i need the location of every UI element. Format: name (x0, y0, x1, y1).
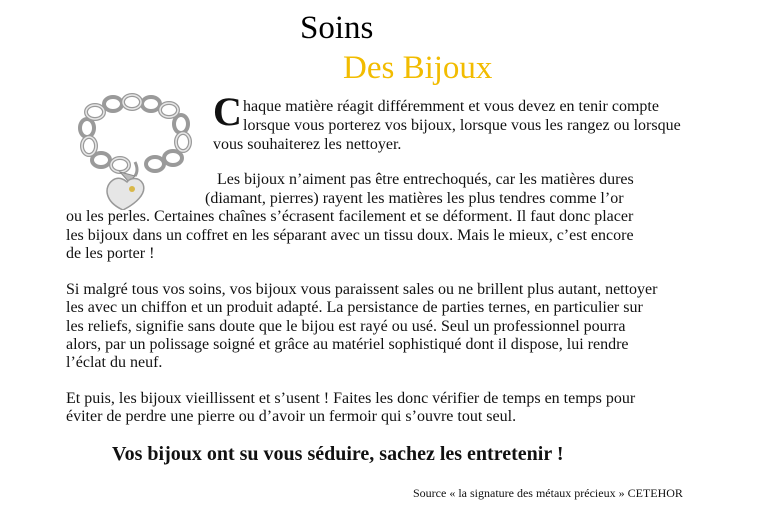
paragraph-line: les reliefs, signifie sans doute que le bijou est rayé ou usé. Seul un professionnel pourra (66, 318, 626, 335)
paragraph-line: éviter de perdre une pierre ou d’avoir un fermoir qui s’ouvre tout seul. (66, 408, 517, 425)
paragraph-line: les bijoux dans un coffret en les séparant avec un tissu doux. Mais le mieux, c’est encore (66, 227, 634, 244)
paragraph-line: haque matière réagit différemment et vous devez en tenir compte (243, 98, 659, 115)
paragraph-line: Et puis, les bijoux vieillissent et s’usent ! Faites les donc vérifier de temps en temps pour (66, 390, 636, 407)
slogan: Vos bijoux ont su vous séduire, sachez les entretenir ! (112, 443, 564, 465)
paragraph-line: alors, par un polissage soigné et grâce au matériel sophistiqué dont il dispose, lui rendre (66, 336, 629, 353)
title-soins: Soins (300, 10, 374, 46)
paragraph-line: ou les perles. Certaines chaînes s’écrasent facilement et se déforment. Il faut donc placer (66, 208, 634, 225)
paragraph-line: lorsque vous porterez vos bijoux, lorsque vous les rangez ou lorsque (243, 117, 681, 134)
paragraph-line: (diamant, pierres) rayent les matières les plus tendres comme l’or (205, 190, 624, 207)
drop-cap: C (213, 89, 242, 134)
paragraph-line: vous souhaiterez les nettoyer. (213, 136, 402, 153)
paragraph-line: Les bijoux n’aiment pas être entrechoqués, car les matières dures (217, 171, 634, 188)
title-des-bijoux: Des Bijoux (343, 50, 493, 86)
paragraph-line: de les porter ! (66, 245, 155, 262)
paragraph-line: Si malgré tous vos soins, vos bijoux vous paraissent sales ou ne brillent plus autant, nettoyer (66, 281, 658, 298)
paragraph-line: l’éclat du neuf. (66, 354, 163, 371)
bracelet-image (75, 92, 200, 210)
source-credit: Source « la signature des métaux précieux » CETEHOR (413, 486, 683, 500)
paragraph-line: les avec un chiffon et un produit adapté. La persistance de parties ternes, en particulier sur (66, 299, 643, 316)
